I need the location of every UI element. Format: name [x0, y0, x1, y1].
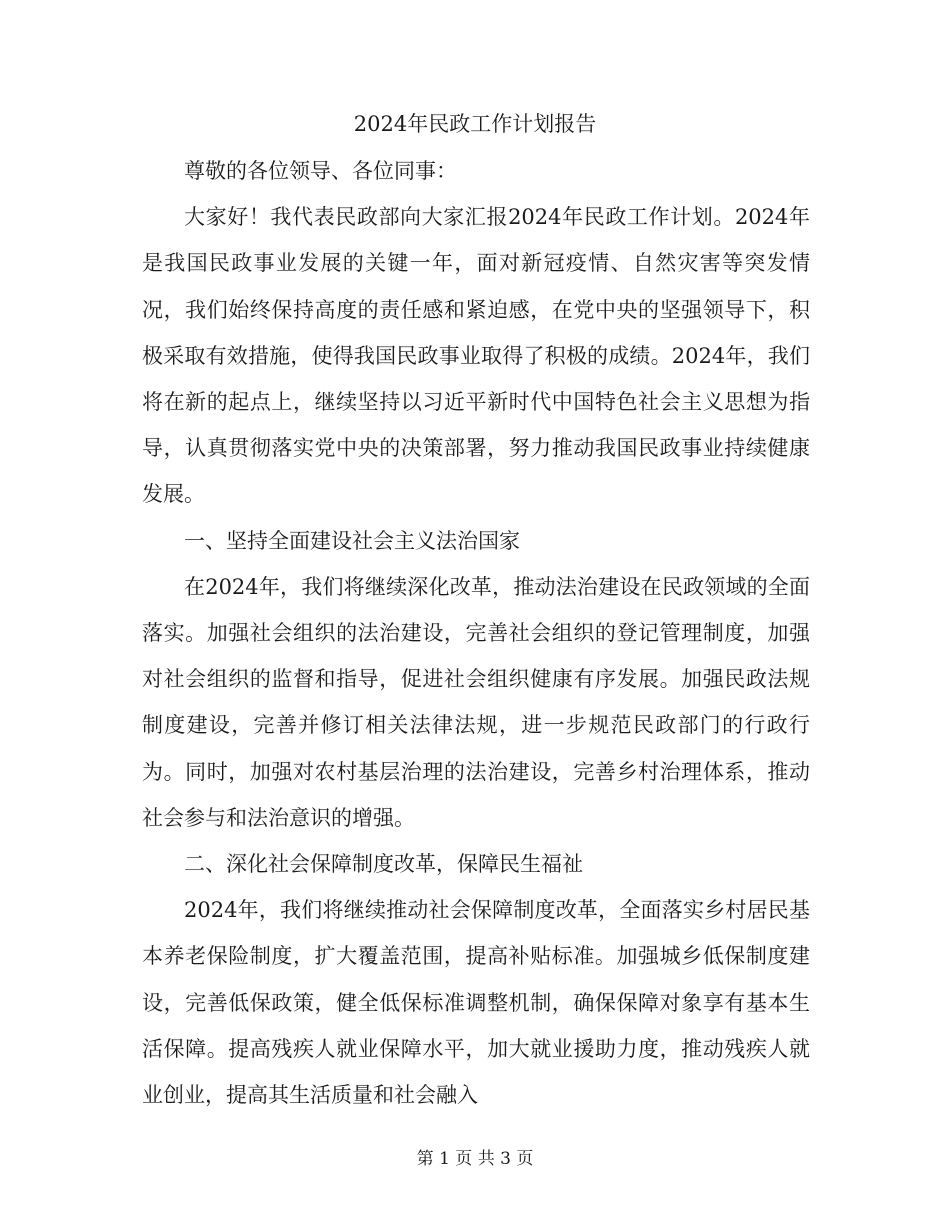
document-title: 2024年民政工作计划报告 — [353, 112, 597, 136]
section-heading-1: 一、坚持全面建设社会主义法治国家 — [184, 528, 520, 553]
section-heading-2: 二、深化社会保障制度改革，保障民生福祉 — [184, 852, 583, 877]
intro-paragraph: 大家好！我代表民政部向大家汇报2024年民政工作计划。2024年是我国民政事业发展的关键一年，面对新冠疫情、自然灾害等突发情况，我们始终保持高度的责任感和紧迫感，在党中央的坚强领导下，积极采取有效措施，使得我国民政事业取得了积极的成绩。2024年，我们将在新的起点上，继续坚持以习近平新时代中国特色社会主义思想为指导，认真贯彻落实党中央的决策部署，努力推动我国民政事业持续健康发展。 — [142, 205, 810, 507]
salutation: 尊敬的各位领导、各位同事： — [184, 159, 457, 183]
page-number-footer: 第 1 页 共 3 页 — [416, 1149, 534, 1169]
section-body-2: 2024年，我们将继续推动社会保障制度改革，全面落实乡村居民基本养老保险制度，扩大覆盖范围，提高补贴标准。加强城乡低保制度建设，完善低保政策，健全低保标准调整机制，确保保障对象享有基本生活保障。提高残疾人就业保障水平，加大就业援助力度，推动残疾人就业创业，提高其生活质量和社会融入 — [142, 898, 810, 1108]
section-body-1: 在2024年，我们将继续深化改革，推动法治建设在民政领域的全面落实。加强社会组织的法治建设，完善社会组织的登记管理制度，加强对社会组织的监督和指导，促进社会组织健康有序发展。加强民政法规制度建设，完善并修订相关法律法规，进一步规范民政部门的行政行为。同时，加强对农村基层治理的法治建设，完善乡村治理体系，推动社会参与和法治意识的增强。 — [142, 574, 810, 830]
document-body — [142, 148, 810, 1118]
